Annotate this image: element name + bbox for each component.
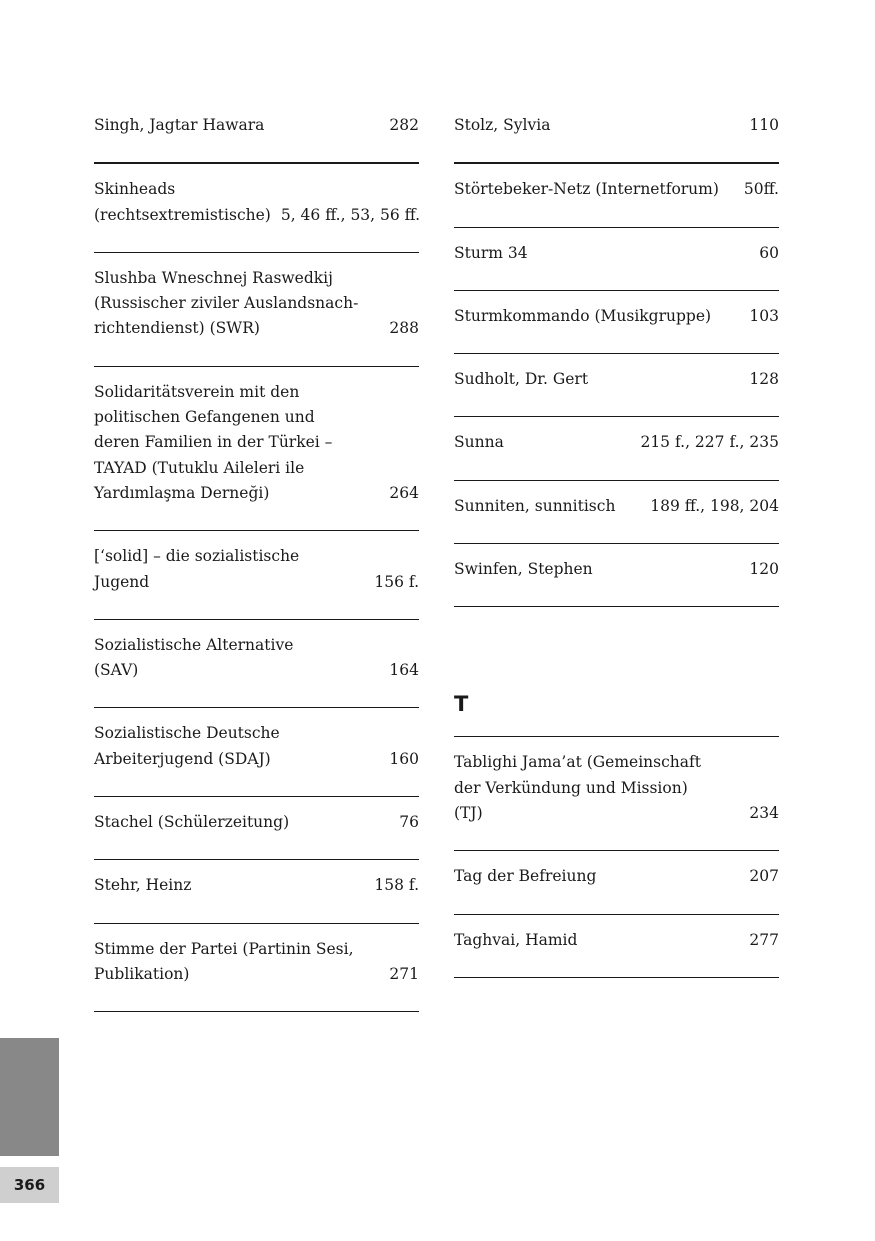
index-entry	[94, 797, 419, 860]
index-term: Singh, Jagtar Hawara	[94, 116, 265, 134]
index-page-refs: 158 f.	[374, 876, 419, 895]
index-page-refs: 76	[399, 813, 419, 832]
index-term: Tag der Befreiung	[454, 867, 597, 886]
index-term: Sturmkommando (Musikgruppe)	[454, 306, 712, 325]
index-entry	[94, 367, 419, 531]
index-entry	[454, 851, 779, 914]
index-entry	[94, 100, 419, 164]
index-page-refs: 282	[389, 116, 419, 134]
index-term: Stachel (Schülerzeitung)	[94, 813, 290, 832]
index-entry	[454, 164, 779, 227]
index-term: Stolz, Sylvia	[454, 116, 551, 134]
index-entry	[454, 291, 779, 354]
index-term: Sudholt, Dr. Gert	[454, 370, 589, 389]
index-term: Sozialistische Deutsche Arbeiterjugend (SDAJ)	[94, 724, 280, 768]
index-page-refs: 110	[749, 116, 779, 134]
index-entry	[454, 228, 779, 291]
index-page-refs: 207	[749, 867, 779, 886]
section-letter-heading: T	[454, 691, 779, 737]
index-page-refs: 215 f., 227 f., 235	[640, 433, 779, 452]
index-page-refs: 234	[749, 803, 779, 822]
index-term: Swinfen, Stephen	[454, 560, 593, 579]
index-page-refs: 160	[389, 749, 419, 768]
index-section-s-continued	[454, 100, 779, 607]
page-number: 366	[0, 1167, 59, 1203]
index-term: Sturm 34	[454, 243, 528, 262]
index-column-left	[94, 100, 419, 1012]
index-entry	[94, 708, 419, 797]
index-entry	[454, 354, 779, 417]
index-term: Solidaritätsverein mit den politischen Gefangenen und deren Familien in der Türkei – TAYAD (Tutuklu Aileleri ile Yardımlaşma Derneği)	[94, 382, 333, 502]
index-term: [‘solid] – die sozialistische Jugend	[94, 547, 300, 591]
index-page-refs: 120	[749, 560, 779, 579]
index-column-right	[454, 100, 779, 978]
index-page-refs: 103	[749, 306, 779, 325]
index-page-refs: 189 ff., 198, 204	[650, 496, 779, 515]
index-term: Stimme der Partei (Partinin Sesi, Publikation)	[94, 939, 354, 983]
index-term: Sunna	[454, 433, 504, 452]
index-page-refs: 128	[749, 370, 779, 389]
index-entry	[94, 860, 419, 923]
index-term: Skinheads (rechtsextremistische)	[94, 180, 271, 224]
index-page-refs: 60	[759, 243, 779, 262]
section-spacer	[454, 607, 779, 691]
index-page-refs: 156 f.	[374, 572, 419, 591]
index-term: Taghvai, Hamid	[454, 930, 578, 949]
index-term: Tablighi Jama’at (Gemeinschaft der Verkündung und Mission) (TJ)	[454, 753, 701, 822]
index-entry	[94, 620, 419, 709]
index-section-t	[454, 737, 779, 977]
index-page-refs: 271	[389, 964, 419, 983]
index-page-refs: 264	[389, 483, 419, 502]
index-entry	[454, 737, 779, 851]
index-term: Stehr, Heinz	[94, 876, 192, 895]
index-term: Slushba Wneschnej Raswedkij (Russischer ziviler Auslandsnach- richtendienst) (SWR)	[94, 268, 359, 338]
thumb-index-tab	[0, 1038, 59, 1156]
index-page-refs: 277	[749, 930, 779, 949]
index-term: Sunniten, sunnitisch	[454, 496, 616, 515]
index-page-refs: 164	[389, 661, 419, 680]
index-entry	[454, 544, 779, 607]
index-entry	[94, 531, 419, 620]
index-entry	[454, 417, 779, 480]
index-term: Sozialistische Alternative (SAV)	[94, 635, 294, 680]
index-entry	[454, 481, 779, 544]
index-page-refs: 50ff.	[743, 180, 779, 199]
index-entry	[454, 100, 779, 164]
index-page-refs: 5, 46 ff., 53, 56 ff.	[280, 205, 421, 224]
index-entry	[94, 253, 419, 367]
index-entry	[94, 924, 419, 1013]
index-entry	[454, 915, 779, 978]
index-entry	[94, 164, 419, 253]
index-page-refs: 288	[389, 319, 419, 338]
index-term: Störtebeker-Netz (Internetforum)	[454, 180, 719, 199]
